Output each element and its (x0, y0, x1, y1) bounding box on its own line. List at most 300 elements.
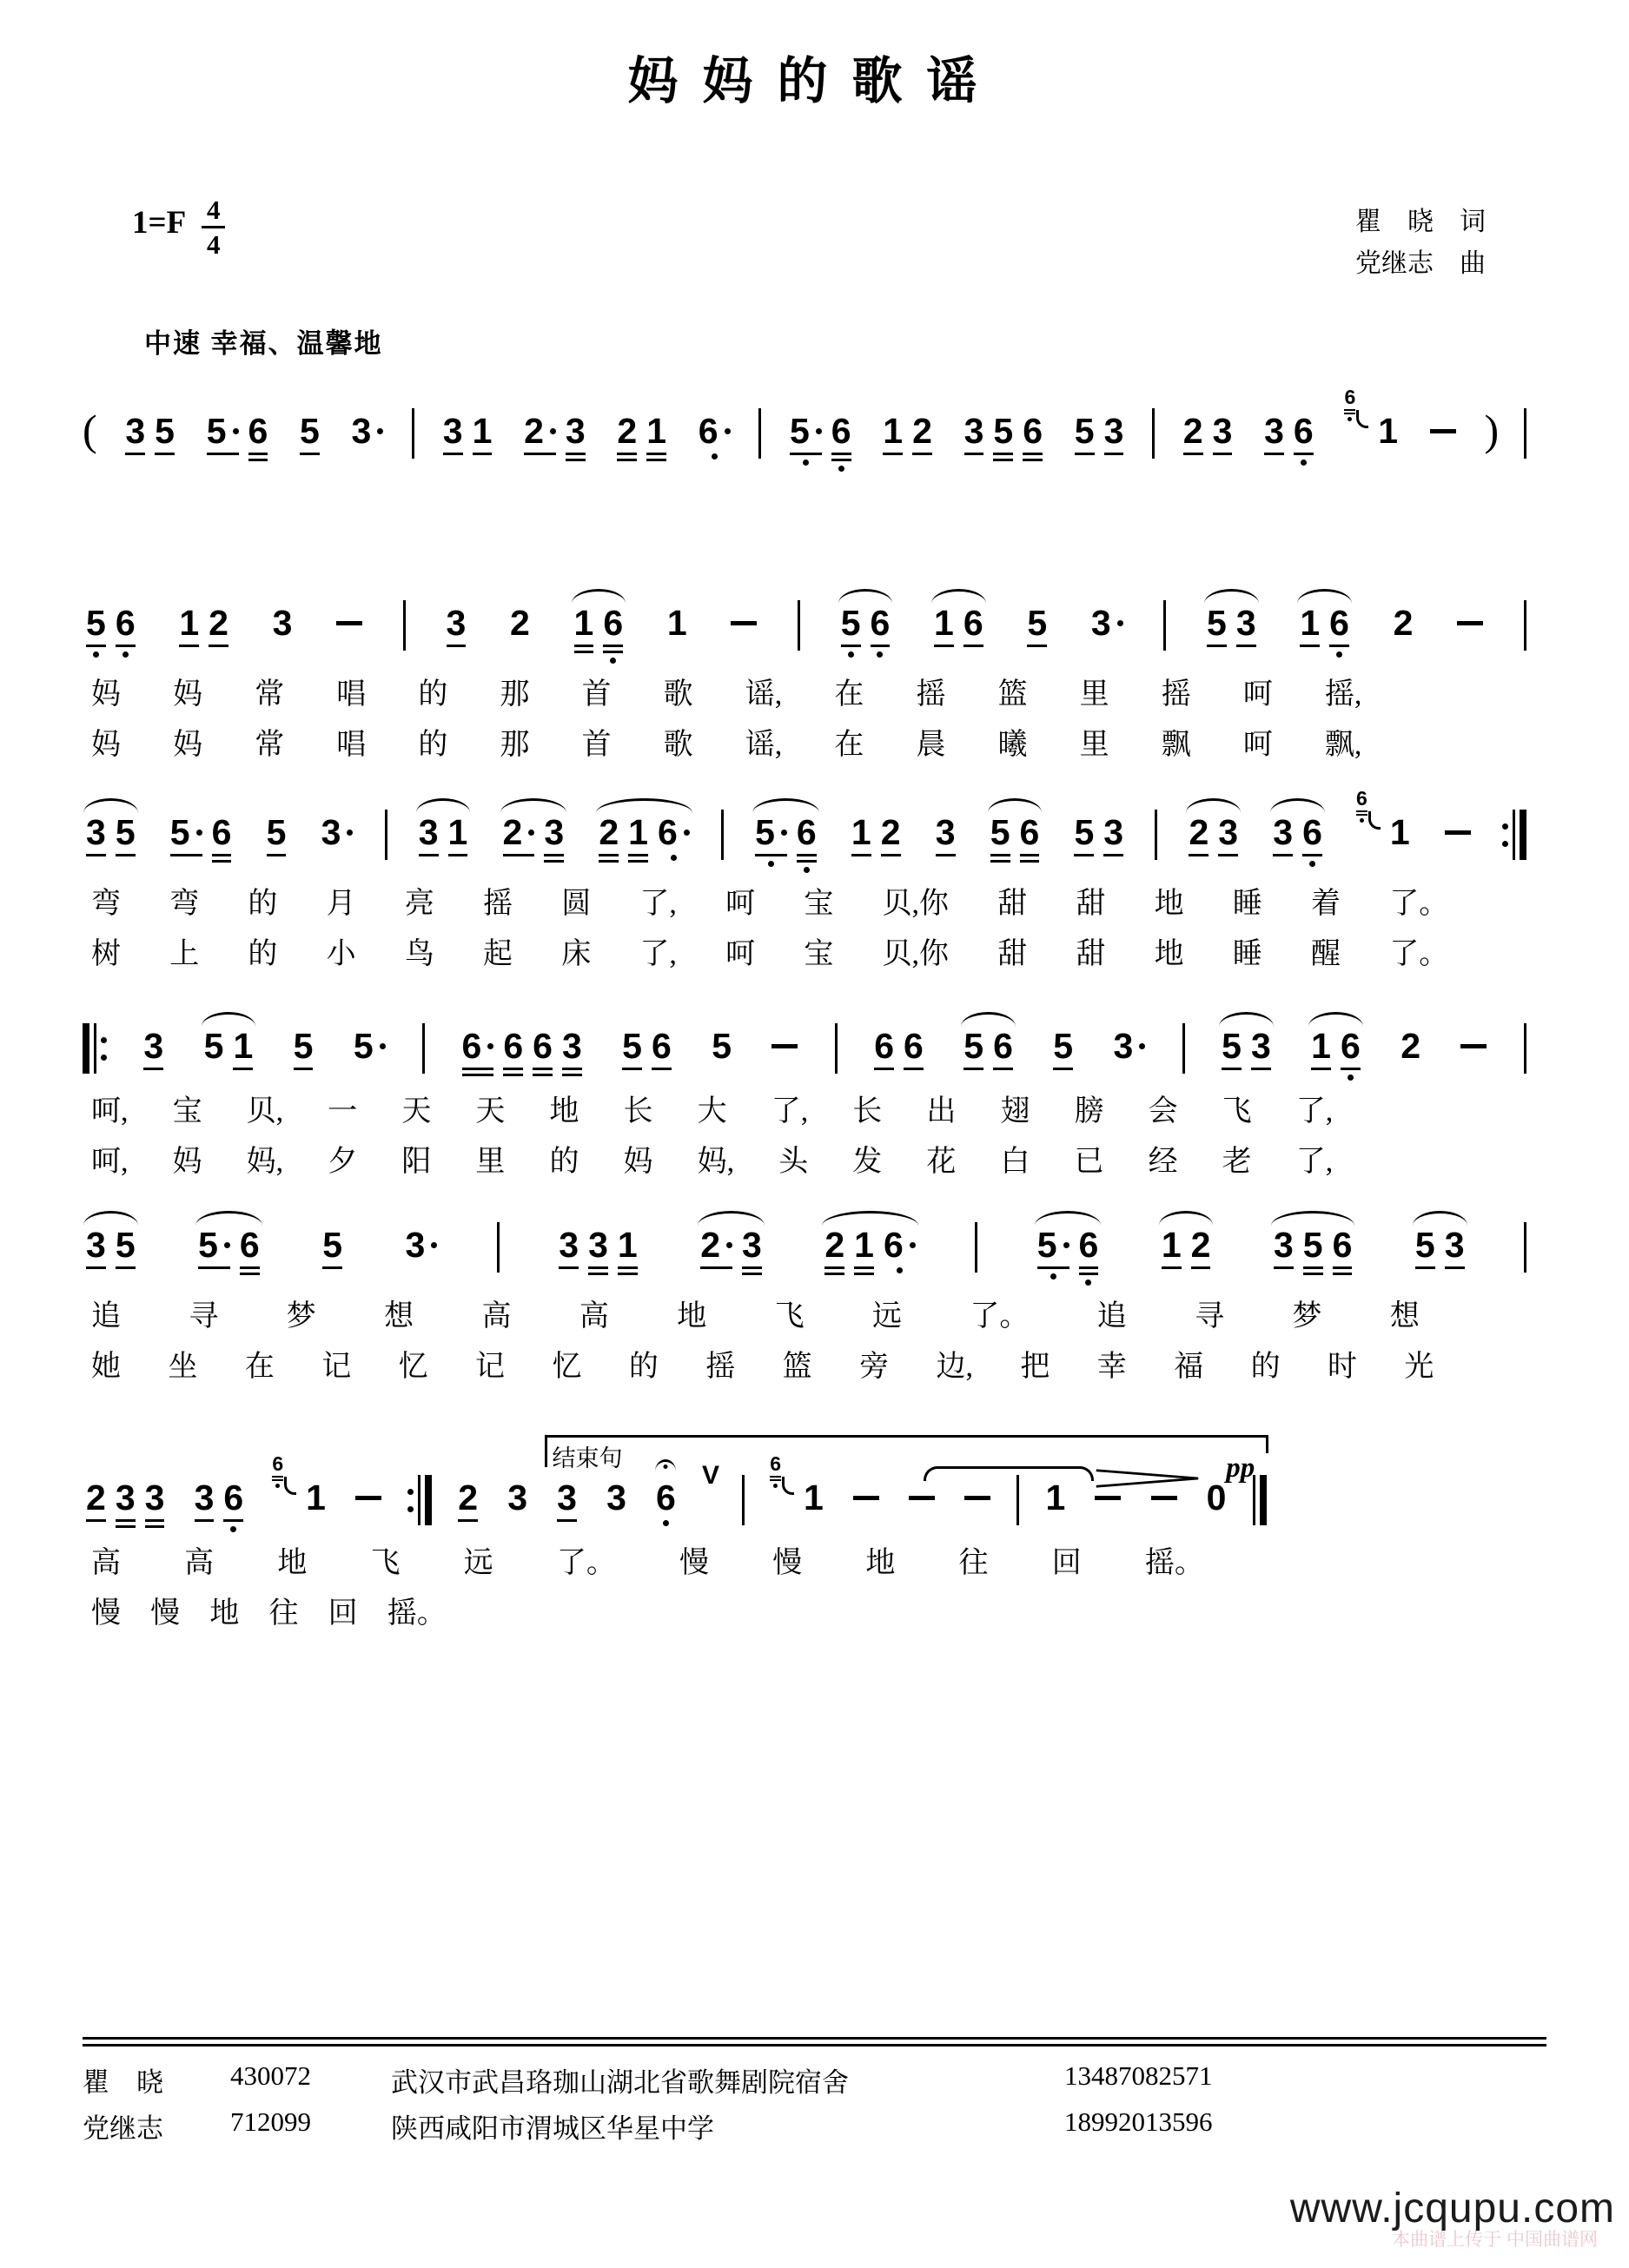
beam-line (1445, 1266, 1465, 1269)
repeat-dot (101, 1037, 107, 1043)
music-system (83, 1006, 1526, 1180)
beam-line (881, 854, 901, 856)
ending-slur (924, 1466, 1095, 1481)
note-digit: 2 (617, 411, 638, 451)
note-digit-row (731, 605, 757, 625)
bar-stroke (1520, 810, 1526, 860)
note-group (1050, 1028, 1076, 1070)
note-digit: 5 (993, 411, 1014, 451)
beam-line (473, 453, 493, 455)
note-digit-row (209, 605, 228, 641)
note (1376, 413, 1400, 449)
barline (975, 1222, 977, 1273)
note-group (708, 1026, 735, 1067)
lyric-syllable: 她 (91, 1350, 121, 1383)
tempo-marking: 中速 幸福、温馨地 (144, 328, 383, 359)
footer (83, 2037, 1546, 2146)
low-octave-dot (803, 460, 809, 466)
note (169, 812, 204, 863)
note-digit-row (1302, 812, 1322, 853)
note-group (1070, 812, 1127, 856)
note-digit: 3 (1212, 411, 1233, 451)
note-digit-row (145, 1480, 165, 1516)
beam-line (1303, 1273, 1323, 1275)
beam-line (700, 1266, 732, 1269)
repeat-begin-barline (83, 1023, 107, 1074)
note-group (507, 605, 533, 641)
music-system (83, 583, 1526, 764)
note-digit-row (588, 1225, 608, 1266)
lyrics-row (91, 1143, 1333, 1181)
augmentation-dot (196, 830, 202, 836)
note-group (555, 1227, 640, 1275)
low-octave-dot (1309, 861, 1315, 867)
low-octave-dot (773, 1484, 778, 1488)
lyric-syllable: 长 (852, 1095, 883, 1128)
beam-line (1344, 413, 1355, 414)
note-group (786, 413, 855, 472)
lyric-syllable: 寻 (1195, 1300, 1225, 1333)
lyric-syllable: 福 (1174, 1350, 1204, 1383)
note-group (1091, 1480, 1124, 1500)
lyric-syllable: 了。 (556, 1547, 616, 1580)
dash-note (909, 1496, 935, 1500)
note-digit: 3 (742, 1225, 762, 1266)
note-group (1185, 812, 1242, 856)
note-digit (355, 1480, 381, 1500)
beam-line (155, 453, 175, 455)
note (710, 1026, 733, 1067)
note-digit: 5 (1302, 1225, 1323, 1266)
beam-line (831, 453, 851, 455)
beam-line (566, 459, 586, 461)
note (934, 812, 957, 856)
note (1249, 1028, 1273, 1070)
note (210, 812, 234, 863)
lyric-syllable: 上 (169, 937, 200, 970)
note (1043, 1480, 1067, 1516)
lyric-syllable: 着 (1311, 888, 1341, 921)
note-digit-row (86, 812, 106, 853)
low-octave-dot (275, 1484, 280, 1488)
note (1235, 605, 1258, 647)
dash-note (964, 1496, 990, 1500)
music-system (83, 787, 1526, 973)
lyric-syllable: 摇。 (1144, 1547, 1204, 1580)
note-digit: 5 (293, 1026, 314, 1067)
beam-line (447, 645, 467, 647)
note-digit-row (1019, 812, 1040, 853)
note-digit: 3 (588, 1225, 608, 1266)
note (271, 1454, 284, 1488)
lyric-syllable: 长 (623, 1095, 653, 1128)
note-digit: 2 (912, 411, 932, 451)
note-digit: 5 (712, 1026, 732, 1067)
note (177, 605, 201, 647)
note-digit-row (125, 413, 145, 449)
note-group (296, 413, 323, 455)
note-digit-row (198, 1225, 230, 1266)
beam-line (1264, 453, 1284, 455)
lyric-syllable: 甜 (997, 937, 1028, 970)
note-group (350, 1026, 389, 1067)
beam-line (125, 453, 145, 455)
note (271, 605, 295, 641)
note-digit-row (533, 1026, 553, 1067)
note-digit (964, 1480, 990, 1500)
note-group (1454, 605, 1487, 625)
lyric-syllable: 高 (481, 1300, 512, 1333)
note-digit-row (461, 1026, 494, 1067)
note (1182, 413, 1205, 455)
beam-line (1189, 854, 1209, 856)
note-digit-row (883, 413, 903, 449)
lyric-syllable: 飞 (1222, 1095, 1252, 1128)
note-group (697, 1227, 765, 1275)
repeat-dot (101, 1055, 107, 1061)
lyric-syllable: 花 (926, 1145, 957, 1178)
note (1262, 413, 1286, 466)
note (350, 413, 386, 449)
note-digit: 3 (143, 1026, 164, 1067)
note-digit-row (993, 413, 1013, 449)
lyric-syllable: 的 (248, 937, 278, 970)
note-digit: 6 (461, 1026, 482, 1067)
lyric-syllable: 呵 (1242, 728, 1273, 761)
time-signature (202, 196, 225, 258)
note-digit-row (1161, 1225, 1182, 1266)
lyric-syllable: 妈 (91, 678, 121, 711)
note-digit-row (443, 413, 463, 449)
note-group (664, 605, 691, 641)
note-group (848, 812, 904, 856)
note (205, 413, 241, 461)
note-group (290, 1028, 317, 1070)
lyric-syllable: 摇, (1324, 678, 1362, 711)
note (352, 1026, 387, 1067)
lyric-syllable: 慢 (679, 1547, 710, 1580)
beam-line (544, 854, 564, 856)
lyrics-row (91, 936, 1448, 974)
note-digit-row (86, 605, 106, 641)
lyric-syllable: 想 (1389, 1300, 1420, 1333)
lyric-syllable: 远 (872, 1300, 902, 1333)
low-octave-dot (1336, 651, 1342, 658)
beam-line (240, 1273, 260, 1275)
note-digit: 5 (1036, 1225, 1057, 1266)
lyrics-row (91, 676, 1362, 714)
note-digit-row (871, 605, 891, 641)
note-group (767, 1452, 827, 1518)
note-digit: 1 (472, 411, 493, 451)
note (142, 1028, 165, 1070)
augmentation-dot (726, 1242, 732, 1248)
note-digit-row (502, 812, 535, 853)
lyric-syllable: 了, (1295, 1095, 1334, 1128)
barline (497, 1222, 500, 1273)
lyric-syllable: 呵 (725, 888, 756, 921)
note (656, 812, 692, 863)
grace-hook (284, 1477, 296, 1495)
note-group (571, 605, 627, 664)
beam-line (294, 1068, 314, 1070)
note-digit: 5 (300, 411, 320, 451)
contact-address: 武汉市武昌珞珈山湖北省歌舞剧院宿舍 (391, 2067, 849, 2098)
note-group (269, 1452, 329, 1518)
note-group (1261, 413, 1317, 466)
note (1205, 605, 1228, 647)
beam-line (770, 1476, 781, 1478)
note-digit-row (447, 812, 468, 853)
note (456, 1480, 480, 1522)
notes-row (83, 386, 1526, 472)
note-digit: 1 (179, 603, 200, 643)
beam-line (617, 453, 637, 455)
note-digit: 5 (622, 1026, 642, 1067)
note-group (1110, 1026, 1149, 1067)
augmentation-dot (347, 830, 353, 836)
beam-line (198, 1266, 230, 1269)
note-group (1218, 1028, 1275, 1070)
note (1189, 1227, 1213, 1269)
note-group (930, 605, 987, 647)
note (1271, 812, 1295, 867)
note-group (83, 812, 139, 856)
note-group (1203, 1480, 1230, 1516)
note-digit: 1 (447, 812, 468, 853)
note (1051, 1028, 1075, 1070)
lyric-syllable: 旁 (859, 1350, 890, 1383)
note-digit-row (561, 1026, 582, 1067)
note-digit: 5 (1074, 812, 1095, 853)
augmentation-dot (910, 1242, 916, 1248)
beam-line (790, 453, 822, 455)
dash-note (1095, 1496, 1121, 1500)
note-group (348, 413, 387, 449)
note (1112, 1026, 1148, 1067)
note (334, 605, 364, 625)
note-digit-row (831, 413, 851, 449)
note-digit-row (1151, 1480, 1177, 1500)
note (1187, 812, 1210, 856)
repeat-end-barline (1502, 810, 1526, 860)
beam-line (462, 1068, 494, 1070)
beam-line (179, 645, 199, 647)
note-digit-row (1329, 605, 1349, 641)
note-group (695, 413, 734, 460)
beam-line (963, 645, 983, 647)
note-digit: 5 (353, 1026, 374, 1067)
barline (422, 1023, 425, 1074)
note-digit-row (1036, 1225, 1069, 1266)
note-group (333, 605, 366, 625)
barline (1524, 408, 1526, 459)
lyric-syllable: 经 (1148, 1145, 1178, 1178)
note-digit-row (1213, 413, 1233, 449)
lyric-syllable: 那 (500, 728, 530, 761)
augmentation-dot (233, 428, 239, 434)
note-group (821, 1227, 918, 1275)
note-digit-row (804, 1480, 824, 1516)
note (795, 812, 818, 873)
note (447, 812, 470, 856)
note-digit: 6 (874, 1026, 895, 1067)
note-digit: 5 (1222, 1026, 1242, 1067)
note-digit-row (770, 1454, 781, 1474)
lyric-syllable: 大 (697, 1095, 727, 1128)
note (1388, 812, 1412, 853)
note-group (768, 1028, 801, 1048)
lyric-syllable: 了, (1295, 1145, 1334, 1178)
note (963, 1480, 992, 1500)
contact-phone: 13487082571 (1064, 2060, 1213, 2091)
note-digit-row (1078, 1225, 1099, 1266)
lyric-syllable: 翅 (1000, 1095, 1030, 1128)
beam-line (143, 1068, 163, 1070)
note-digit-row (510, 605, 530, 641)
note-digit: 5 (1074, 411, 1095, 451)
note-digit-row (1207, 1480, 1227, 1516)
note-digit-row (1394, 605, 1414, 641)
note-digit-row (1389, 812, 1410, 853)
note (555, 1480, 579, 1522)
note-group (83, 605, 139, 658)
note-digit: 6 (656, 1478, 676, 1518)
note (699, 1227, 734, 1275)
dash-note (1460, 1044, 1487, 1048)
note-digit-row (1095, 1480, 1121, 1500)
augmentation-dot (684, 830, 690, 836)
lyric-syllable: 摇。 (387, 1597, 447, 1630)
note (850, 812, 873, 856)
note (932, 605, 956, 647)
beam-line (1037, 1266, 1069, 1269)
note-digit: 5 (1207, 603, 1227, 643)
note-digit-row (115, 1225, 136, 1266)
note-digit: 6 (796, 812, 817, 853)
time-fraction-line (202, 226, 225, 228)
beam-line (993, 459, 1013, 461)
note-digit-row (233, 1026, 254, 1067)
barline (403, 600, 406, 651)
note-digit-row (912, 413, 932, 449)
beam-line (1274, 1266, 1294, 1269)
note-digit-row (1045, 1480, 1065, 1516)
note-digit: 5 (990, 812, 1010, 853)
note (1443, 1227, 1467, 1269)
note-digit: 5 (198, 1225, 218, 1266)
note (1428, 413, 1458, 433)
lyric-syllable: 呵, (91, 1145, 129, 1178)
low-octave-dot (1301, 460, 1307, 466)
note-digit: 5 (169, 812, 190, 853)
note-digit: 5 (789, 411, 810, 451)
note (84, 1480, 108, 1528)
low-octave-dot (848, 651, 854, 658)
note (615, 413, 639, 461)
note-group (1397, 1026, 1424, 1067)
beam-line (458, 1519, 478, 1522)
note-digit: 3 (272, 603, 293, 643)
lyric-syllable: 唱 (336, 678, 367, 711)
note-digit-row (566, 413, 586, 449)
lyric-syllable: 月 (326, 888, 356, 921)
note (879, 812, 903, 856)
note-digit: 2 (1189, 812, 1209, 853)
beam-line (646, 459, 666, 461)
low-octave-dot (877, 651, 883, 658)
beam-line (1344, 409, 1355, 411)
note-digit-row (1356, 789, 1367, 809)
note (531, 1028, 554, 1076)
note-group (122, 413, 178, 455)
lyric-syllable: 坐 (168, 1350, 198, 1383)
note (247, 413, 270, 461)
beam-line (116, 645, 136, 647)
beam-line (1207, 645, 1227, 647)
lyric-syllable: 妈 (623, 1145, 653, 1178)
beam-line (883, 453, 903, 455)
note-group (871, 1028, 927, 1070)
note (1160, 1227, 1183, 1269)
note (445, 605, 468, 647)
lyrics-row (91, 726, 1362, 764)
beam-line (797, 854, 817, 856)
lyric-syllable: 了, (771, 1095, 809, 1128)
note-digit-row (667, 605, 687, 641)
note-digit-row (1104, 413, 1124, 449)
beam-line (1333, 1273, 1353, 1275)
barline (385, 810, 387, 860)
note (1298, 605, 1321, 658)
note (114, 1480, 137, 1528)
note-digit-row (699, 413, 731, 449)
beam-line (742, 1266, 762, 1269)
beam-line (936, 854, 956, 856)
beam-line (628, 854, 648, 856)
lyricist-credit: 瞿 晓 词 (1355, 208, 1486, 236)
augmentation-dot (1139, 1043, 1145, 1049)
note-group (500, 812, 568, 863)
note-digit: 5 (1027, 603, 1048, 643)
note-digit-row (300, 413, 320, 449)
beam-line (233, 1068, 253, 1070)
music-system (83, 1428, 1267, 1632)
note-digit-row (143, 1026, 164, 1067)
lyric-syllable: 谣, (745, 678, 783, 711)
note (902, 1028, 925, 1070)
note (788, 413, 824, 472)
lyric-syllable: 的 (418, 678, 448, 711)
lyric-syllable: 篮 (997, 678, 1028, 711)
note (989, 812, 1012, 863)
dash-note (1445, 830, 1471, 835)
repeat-dot (407, 1506, 414, 1512)
grace-note (769, 1452, 796, 1516)
note-digit-row (574, 605, 594, 641)
note-digit-row (1294, 413, 1314, 449)
note-digit (1095, 1480, 1121, 1500)
note (1339, 1028, 1362, 1081)
lyric-syllable: 圆 (561, 888, 592, 921)
note (207, 605, 230, 647)
note-digit: 6 (603, 603, 624, 643)
beam-line (874, 1068, 894, 1070)
note-digit: 1 (646, 411, 667, 451)
note-digit: 3 (125, 411, 146, 451)
note (1331, 1227, 1354, 1275)
beam-line (742, 1273, 762, 1275)
